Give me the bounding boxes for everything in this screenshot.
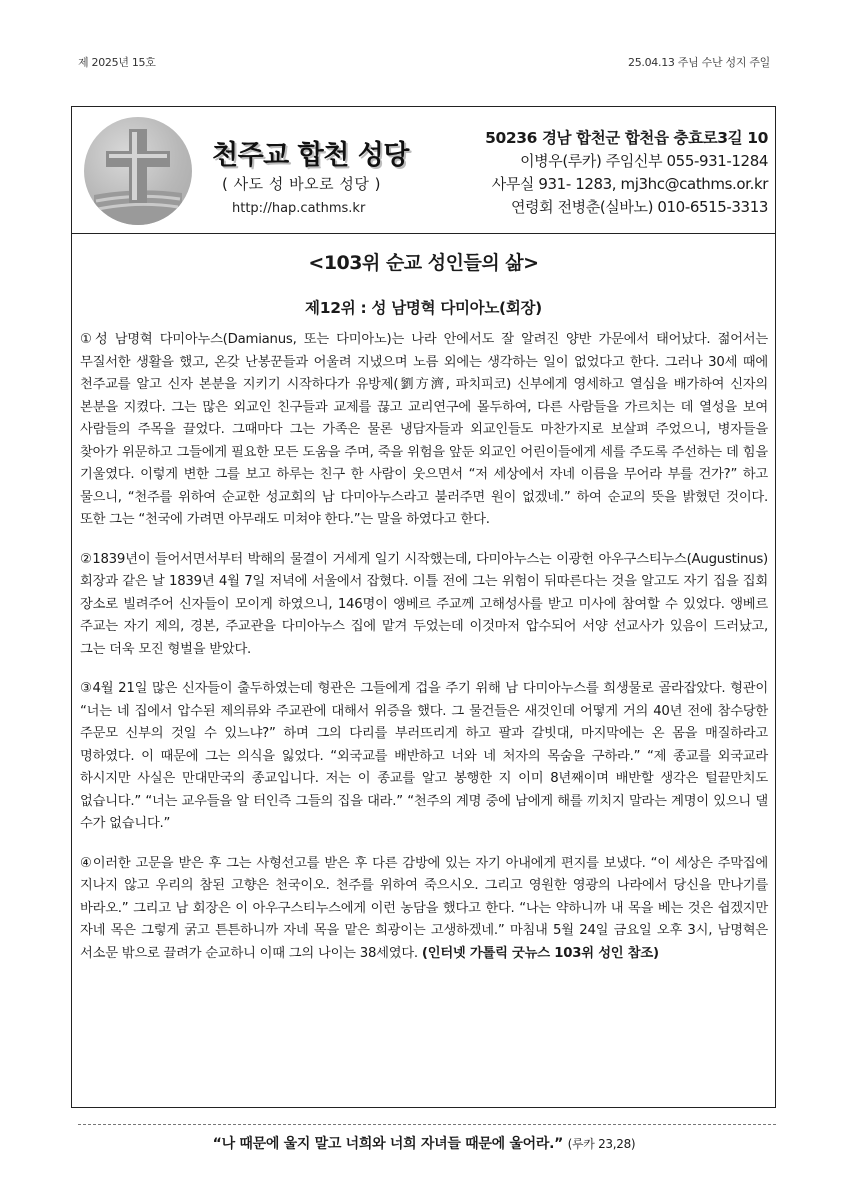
parish-header: [72, 107, 775, 234]
paragraph-2: ②1839년이 들어서면서부터 박해의 물결이 거세게 일기 시작했는데, 다미아누스는 이광헌 아우구스티누스(Augustinus) 회장과 같은 날 1839년 4월 7일 저녁에 서울에서 잡혔다. 이틀 전에 그는 위험이 뒤따른다는 것을 알고도 자기 집을 집회 장소로 빌려주어 신자들이 모이게 하였으니, 146명이 앵베르 주교께 고해성사를 받고 미사에 참여할 수 있었다. 앵베르 주교는 자기 제의, 경본, 주교관을 다미아누스 집에 맡겨 두었는데 이것마저 압수되어 서양 선교사가 있음이 드러났고, 그는 더욱 모진 형벌을 받았다.: [80, 551, 768, 657]
parish-name: 천주교 합천 성당: [212, 140, 409, 171]
council-contact: 연령회 전병춘(실바노) 010-6515-3313: [510, 198, 768, 216]
article-title: <103위 순교 성인들의 삶>: [308, 252, 539, 274]
cross-logo-svg: [84, 117, 192, 225]
parish-subtitle: ( 사도 성 바오로 성당 ): [222, 175, 381, 193]
cross-logo-icon: [84, 117, 192, 225]
footer-divider: [78, 1124, 776, 1125]
quote-text: “나 때문에 울지 말고 너희와 너희 자녀들 때문에 울어라.”: [212, 1136, 564, 1152]
paragraph-3: ③4월 21일 많은 신자들이 출두하였는데 형관은 그들에게 겁을 주기 위해 남 다미아누스를 희생물로 골라잡았다. 형관이 “너는 네 집에서 압수된 제의류와 주교관에 대해서 위증을 했다. 그 물건들은 새것인데 어떻게 거의 40년 전에 참수당한 주문모 신부의 것일 수 있느냐?” 하며 그의 다리를 부러뜨리게 하고 팔과 갈빗대, 마지막에는 온 몸을 매질하라고 명하였다. 이 때문에 그는 의식을 잃었다. “외국교를 배반하고 너와 네 처자의 목숨을 구하라.” “제 종교를 외국교라 하시지만 사실은 만대만국의 종교입니다. 저는 이 종교를 알고 봉행한 지 이미 8년째이며 배반할 생각은 털끝만치도 없습니다.” “너는 교우들을 알 터인즉 그들의 집을 대라.” “천주의 계명 중에 남에게 해를 끼치지 말라는 계명이 있으니 댈 수가 없습니다.”: [80, 681, 768, 831]
issue-date: 25.04.13 주님 수난 성지 주일: [628, 56, 770, 69]
paragraph-4-text: ④이러한 고문을 받은 후 그는 사형선고를 받은 후 다른 감방에 있는 자기 아내에게 편지를 보냈다. “이 세상은 주막집에 지나지 않고 우리의 참된 고향은 천국이오. 천주를 위하여 죽으시오. 그리고 영원한 영광의 나라에서 당신을 만나기를 바라오.” 그리고 남 회장은 이 아우구스티누스에게 이런 농담을 했다고 한다. “나는 약하니까 내 목을 베는 것은 쉽겠지만 자네 목은 그렇게 굵고 튼튼하니까 자네 목을 맡은 희광이는 고생하겠네.” 마침내 5월 24일 금요일 오후 3시, 남명혁은 서소문 밖으로 끌려가 순교하니 이때 그의 나이는 38세였다.: [80, 855, 768, 961]
pastor-contact: 이병우(루카) 주임신부 055-931-1284: [520, 152, 768, 170]
article-subtitle: 제12위 : 성 남명혁 다미아노(회장): [305, 299, 542, 317]
office-contact: 사무실 931- 1283, mj3hc@cathms.or.kr: [491, 175, 768, 193]
contact-block: [485, 127, 768, 219]
paragraph-4: [80, 853, 768, 966]
footer-quote: [0, 1133, 848, 1153]
article-body: [80, 329, 768, 965]
article-section: [72, 233, 775, 982]
source-reference: (인터넷 가톨릭 굿뉴스 103위 성인 참조): [421, 945, 659, 961]
parish-address: 50236 경남 합천군 합천읍 충효로3길 10: [485, 129, 768, 147]
bulletin-frame: [71, 106, 776, 1108]
parish-url-link[interactable]: http://hap.cathms.kr: [232, 201, 366, 216]
quote-citation: (루카 23,28): [567, 1137, 636, 1151]
paragraph-1: ①성 남명혁 다미아누스(Damianus, 또는 다미아노)는 나라 안에서도 잘 알려진 양반 가문에서 태어났다. 젊어서는 무질서한 생활을 했고, 온갖 난봉꾼들과 어울려 지냈으며 노름 외에는 생각하는 일이 없었다고 한다. 그러나 30세 때에 천주교를 알고 신자 본분을 지키기 시작하다가 유방제(劉方濟, 파치피코) 신부에게 영세하고 열심을 배가하여 신자의 본분을 지켰다. 그는 많은 외교인 친구들과 교제를 끊고 교리연구에 몰두하여, 다른 사람들을 가르치는 데 열성을 보여 사람들의 주목을 끌었다. 그때마다 그는 가족은 물론 냉담자들과 외교인들도 마찬가지로 보살펴 주었으니, 병자들을 찾아가 위문하고 그들에게 필요한 모든 도움을 주며, 죽을 위험을 앞둔 외교인 어린이들에게 세를 주도록 주선하는 데 힘을 기울였다. 이렇게 변한 그를 보고 하루는 친구 한 사람이 웃으면서 “저 세상에서 자네 이름을 무어라 부를 건가?” 하고 물으니, “천주를 위하여 순교한 성교회의 남 다미아누스라고 불러주면 원이 없겠네.” 하여 순교의 뜻을 밝혔던 것이다. 또한 그는 “천국에 가려면 아무래도 미쳐야 한다.”는 말을 하였다고 한다.: [80, 332, 768, 527]
issue-number: 제 2025년 15호: [78, 56, 156, 69]
